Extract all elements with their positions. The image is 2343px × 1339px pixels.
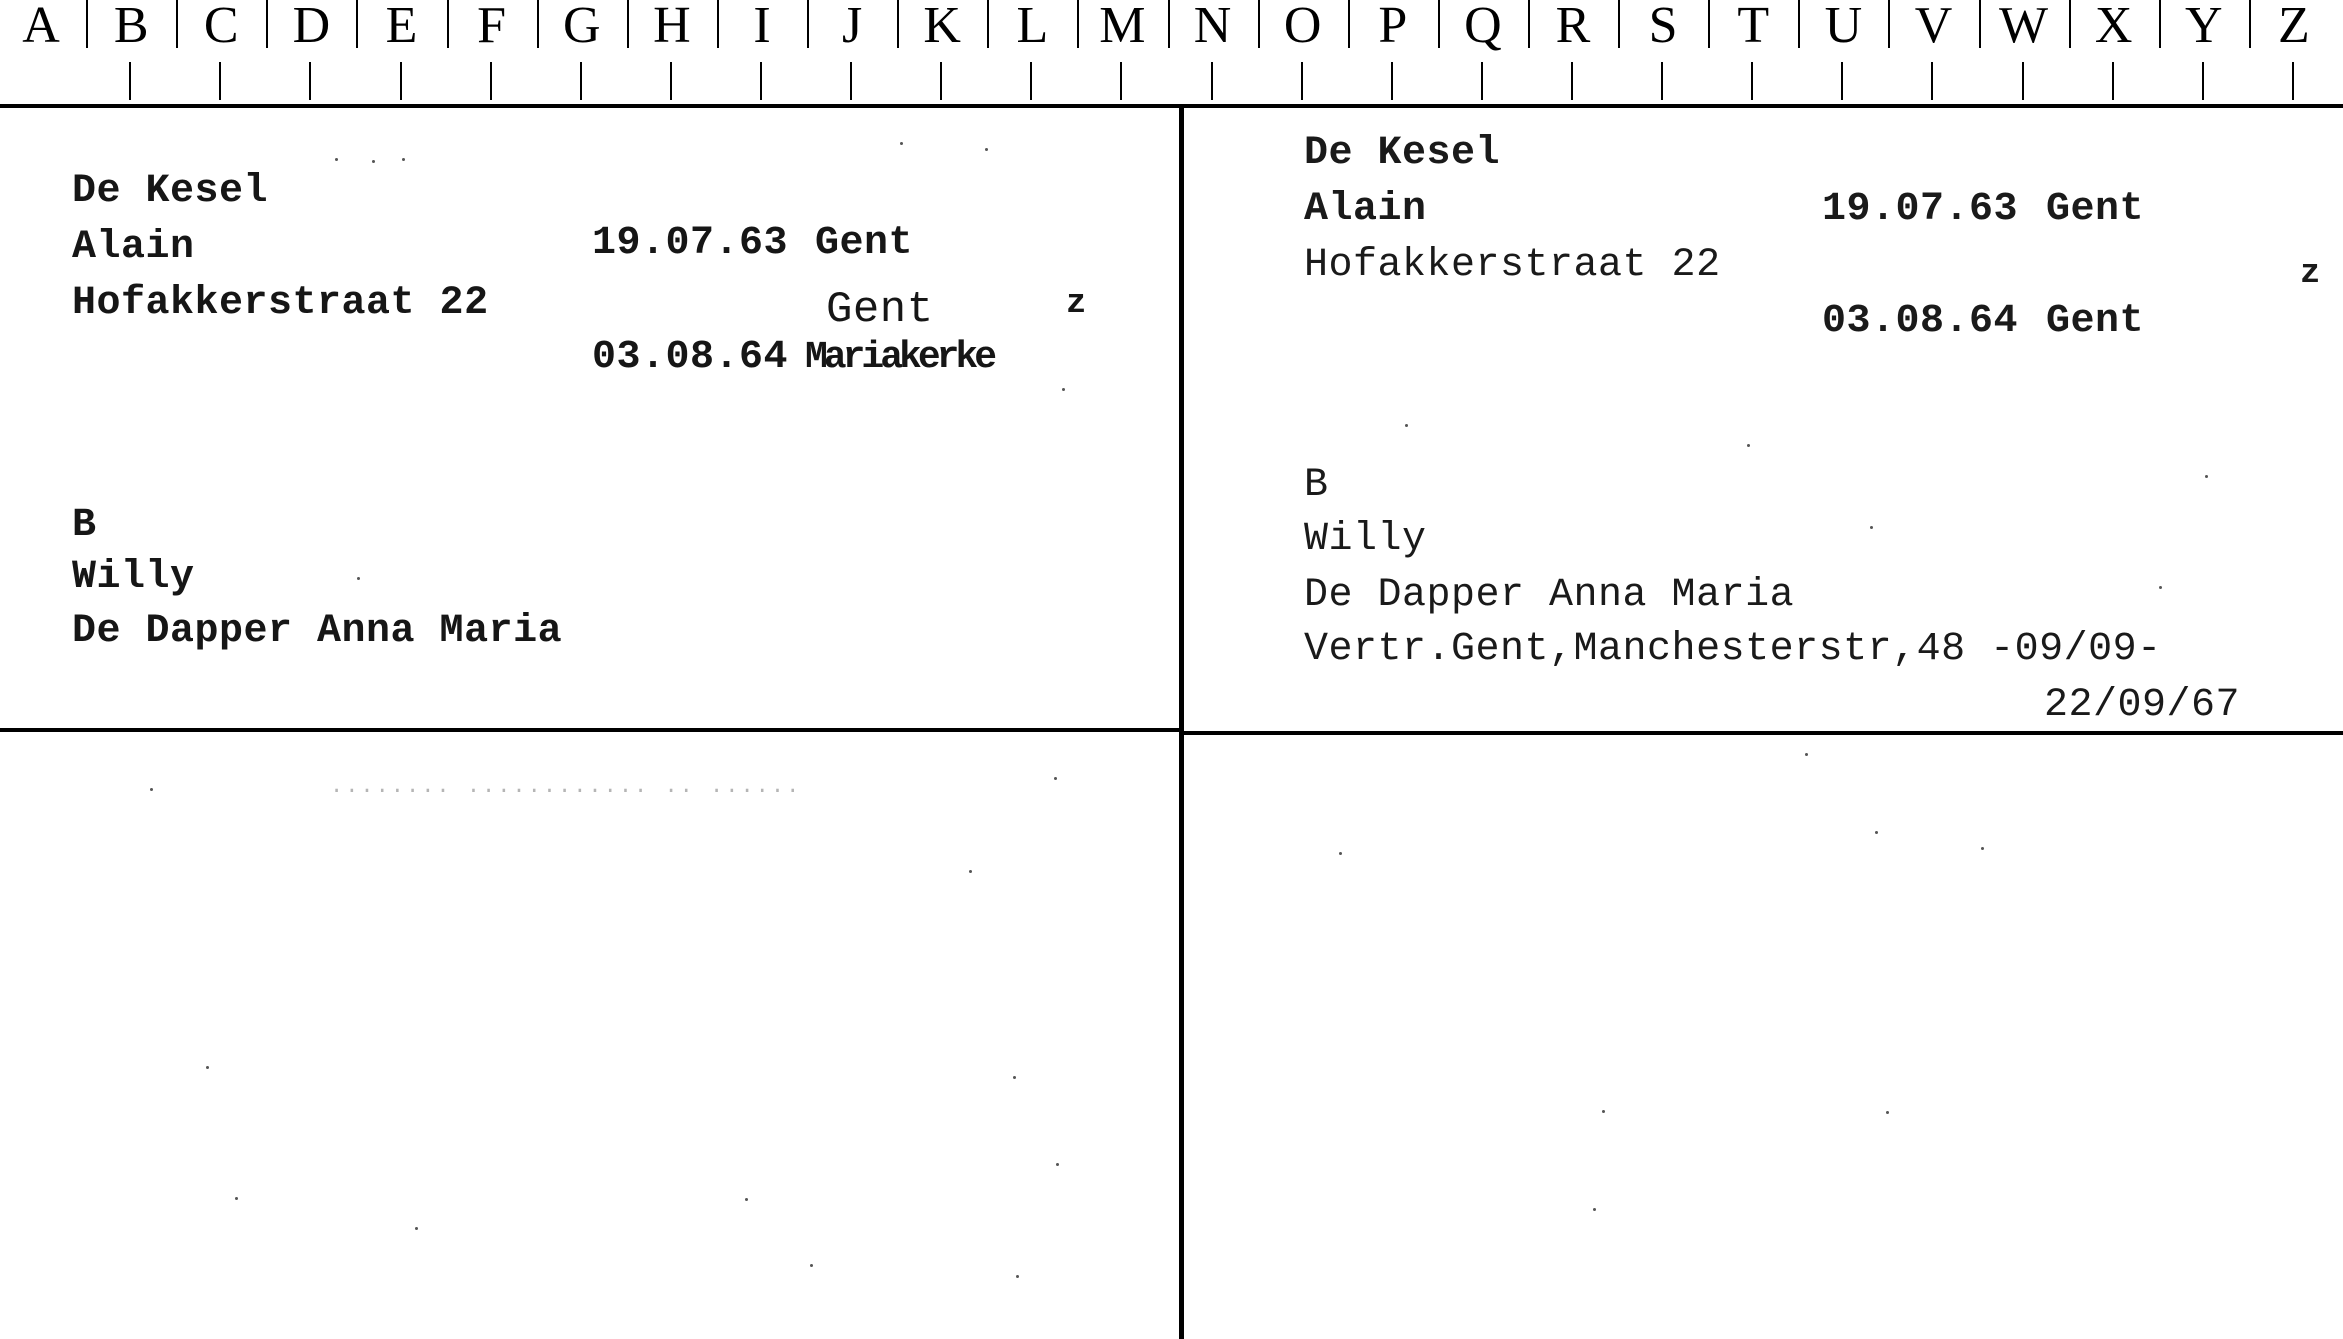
speckle [2205, 475, 2208, 478]
index-tick [219, 62, 221, 100]
alphabet-letter: G [562, 0, 601, 54]
left-registration-date: 03.08.64 [592, 335, 789, 380]
alphabet-letter: C [203, 0, 239, 54]
alphabet-letter: W [1999, 0, 2049, 54]
index-tick [309, 62, 311, 100]
alphabet-letter: H [653, 0, 691, 54]
index-tick [400, 62, 402, 100]
index-tick [1661, 62, 1663, 100]
index-tick [760, 62, 762, 100]
left-birth-place: Gent [815, 221, 914, 266]
right-mother: De Dapper Anna Maria [1304, 573, 1795, 618]
right-birth-place: Gent [2046, 187, 2145, 232]
alphabet-letter: U [1824, 0, 1863, 54]
alphabet-letter: X [2094, 0, 2133, 54]
alphabet-letter: V [1914, 0, 1953, 54]
index-tick [1301, 62, 1303, 100]
speckle [745, 1198, 748, 1201]
alphabet-index-bar [0, 0, 2343, 108]
index-tick [1030, 62, 1032, 100]
speckle [1054, 777, 1057, 780]
index-tick [2202, 62, 2204, 100]
right-father: Willy [1304, 517, 1427, 562]
speckle [1870, 526, 1873, 529]
speckle [1602, 1110, 1605, 1113]
index-tick [490, 62, 492, 100]
speckle [415, 1227, 418, 1230]
speckle [357, 577, 360, 580]
right-card-bottom-rule [1184, 731, 2343, 735]
alphabet-letter: S [1648, 0, 1678, 54]
right-registration-date: 03.08.64 [1822, 299, 2019, 344]
left-surname: De Kesel [72, 169, 269, 214]
alphabet-letter: P [1378, 0, 1408, 54]
speckle [206, 1066, 209, 1069]
right-surname: De Kesel [1304, 131, 1501, 176]
left-mother: De Dapper Anna Maria [72, 609, 563, 654]
speckle [235, 1197, 238, 1200]
speckle [402, 158, 405, 161]
speckle [1056, 1163, 1059, 1166]
bleed-through-text: ........ ............ .. ...... [330, 774, 802, 799]
alphabet-letter: F [477, 0, 507, 54]
index-tick [670, 62, 672, 100]
left-birth-date: 19.07.63 [592, 221, 789, 266]
alphabet-letter: Z [2278, 0, 2310, 54]
left-father: Willy [72, 555, 195, 600]
speckle [1405, 424, 1408, 427]
right-first-name: Alain [1304, 187, 1427, 232]
index-tick [1841, 62, 1843, 100]
index-tick [1481, 62, 1483, 100]
right-departure-end: 22/09/67 [2044, 683, 2241, 728]
left-registration-place-struck: Mariakerke [805, 336, 994, 379]
speckle [985, 148, 988, 151]
speckle [900, 142, 903, 145]
speckle [335, 158, 338, 161]
alphabet-letter: K [923, 0, 961, 54]
alphabet-letter: J [841, 0, 863, 54]
speckle [1339, 852, 1342, 855]
alphabet-letter: A [22, 0, 60, 54]
speckle [1981, 847, 1984, 850]
alphabet-letter: O [1283, 0, 1322, 54]
alphabet-letter: Y [2185, 0, 2223, 54]
left-marker: z [1066, 285, 1087, 323]
right-code: B [1304, 463, 1329, 508]
speckle [1016, 1275, 1019, 1278]
index-tick [1571, 62, 1573, 100]
card-divider [1179, 104, 1184, 1339]
index-tick [2022, 62, 2024, 100]
index-tick [2112, 62, 2114, 100]
index-tick [2292, 62, 2294, 100]
speckle [1886, 1111, 1889, 1114]
right-registration-place: Gent [2046, 299, 2145, 344]
index-tick [1391, 62, 1393, 100]
right-birth-date: 19.07.63 [1822, 187, 2019, 232]
alphabet-letter: Q [1464, 0, 1502, 54]
index-tick [1751, 62, 1753, 100]
speckle [1805, 753, 1808, 756]
alphabet-letter: D [292, 0, 331, 54]
index-tick [940, 62, 942, 100]
left-first-name: Alain [72, 225, 195, 270]
alphabet-letter: B [113, 0, 149, 54]
speckle [1593, 1208, 1596, 1211]
left-code: B [72, 503, 97, 548]
alphabet-letter: L [1016, 0, 1049, 54]
speckle [810, 1264, 813, 1267]
index-tick [1120, 62, 1122, 100]
left-card-bottom-rule [0, 728, 1179, 732]
speckle [1875, 831, 1878, 834]
alphabet-letter: T [1737, 0, 1770, 54]
right-address: Hofakkerstraat 22 [1304, 243, 1721, 288]
index-tick [850, 62, 852, 100]
right-marker: z [2300, 255, 2321, 293]
alphabet-letter: N [1193, 0, 1232, 54]
left-place-overtyped: Gent [826, 285, 934, 335]
left-address: Hofakkerstraat 22 [72, 281, 489, 326]
index-tick [1211, 62, 1213, 100]
index-tick [580, 62, 582, 100]
right-departure: Vertr.Gent,Manchesterstr,48 -09/09- [1304, 627, 2162, 672]
speckle [372, 160, 375, 163]
speckle [1747, 444, 1750, 447]
index-tick [129, 62, 131, 100]
speckle [969, 870, 972, 873]
alphabet-letter: E [385, 0, 418, 54]
speckle [2159, 586, 2162, 589]
alphabet-letter: M [1099, 0, 1146, 54]
speckle [150, 788, 153, 791]
speckle [1013, 1076, 1016, 1079]
alphabet-letter: I [753, 0, 771, 54]
speckle [1062, 388, 1065, 391]
alphabet-letter: R [1555, 0, 1591, 54]
index-tick [1931, 62, 1933, 100]
